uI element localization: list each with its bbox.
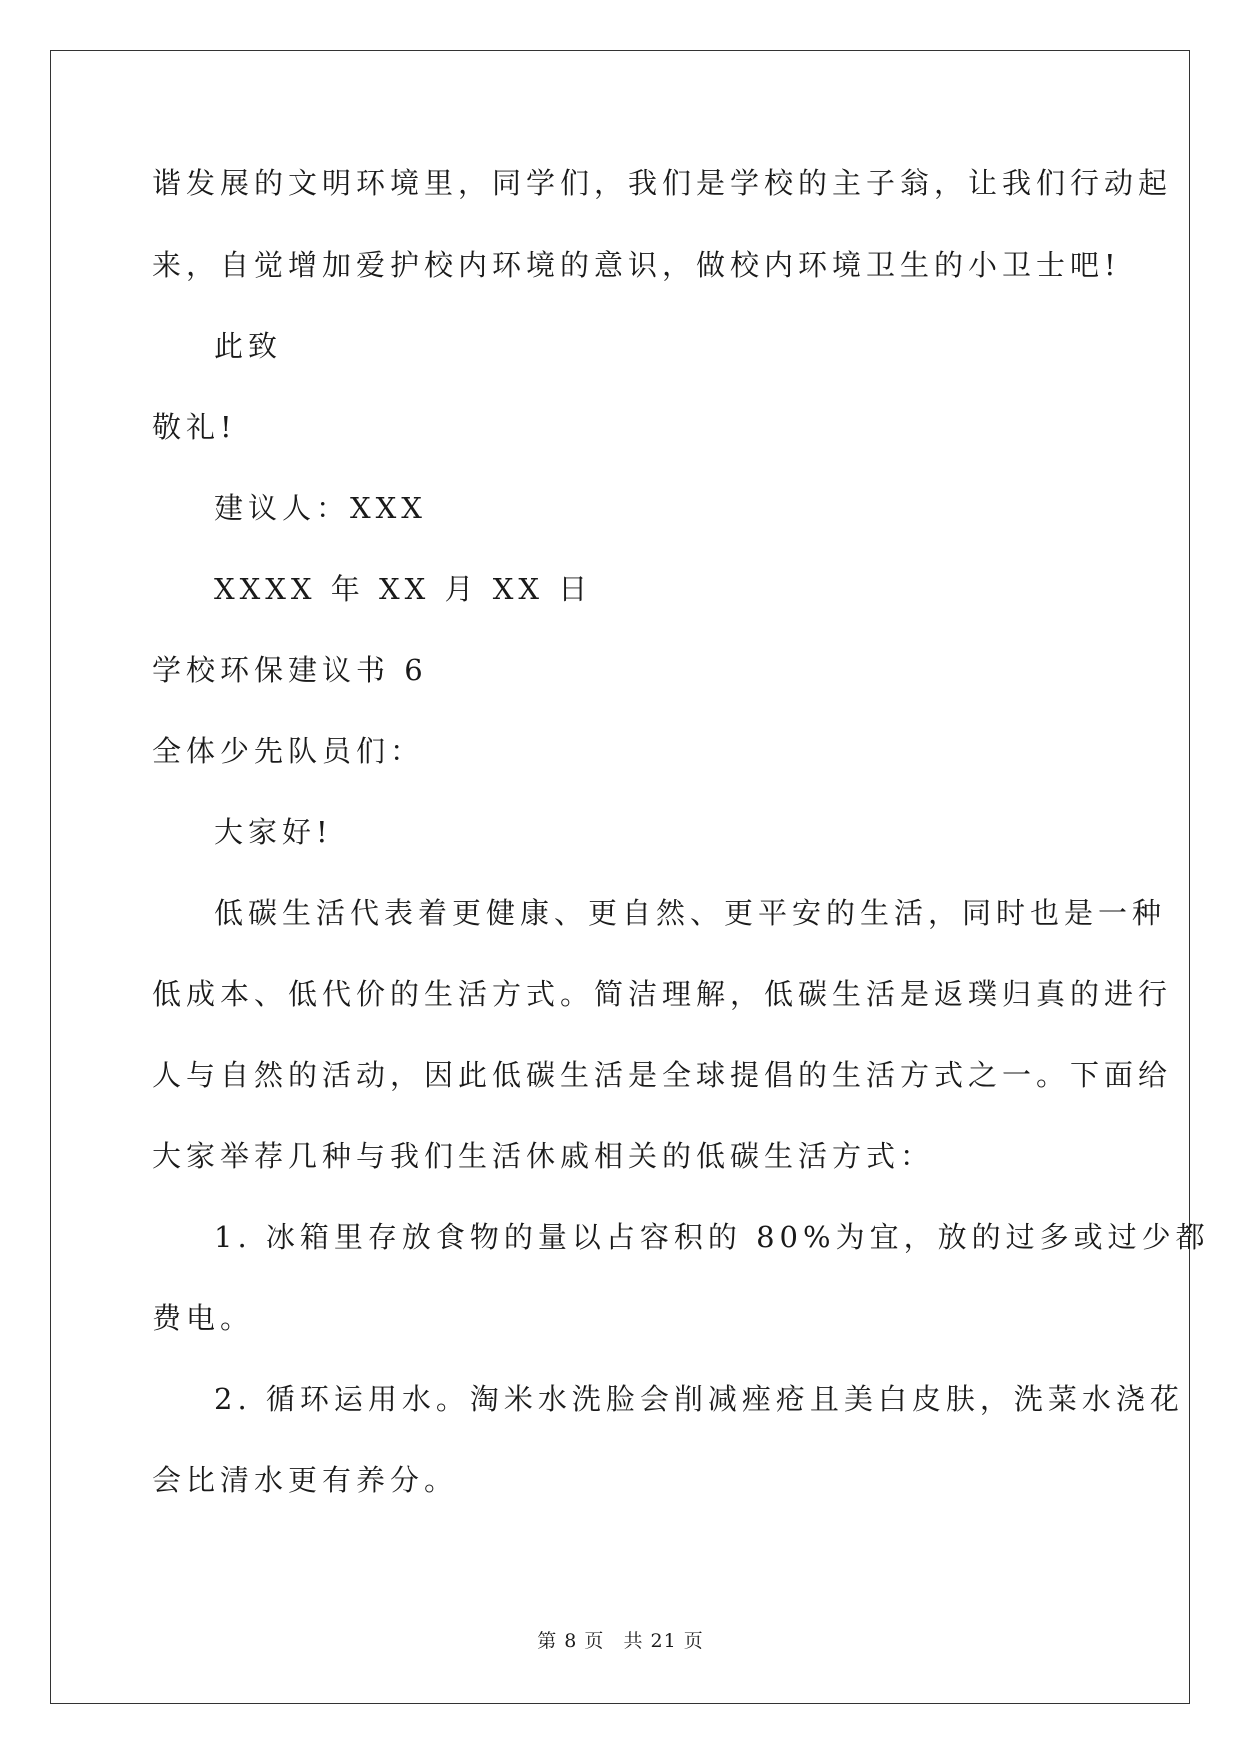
paragraph-line: 低成本、低代价的生活方式。简洁理解，低碳生活是返璞归真的进行 bbox=[152, 977, 1173, 1011]
paragraph-line: 来，自觉增加爱护校内环境的意识，做校内环境卫生的小卫士吧! bbox=[152, 248, 1121, 282]
section-title: 学校环保建议书 6 bbox=[152, 653, 428, 687]
signature-line: 建议人：XXX bbox=[214, 491, 427, 525]
list-item-line: 1. 冰箱里存放食物的量以占容积的 80%为宜，放的过多或过少都 bbox=[214, 1220, 1210, 1254]
salutation-line: 此致 bbox=[214, 329, 283, 363]
page-number: 第 8 页 bbox=[537, 1630, 605, 1652]
greeting-line: 全体少先队员们： bbox=[152, 734, 425, 768]
paragraph-line: 大家举荐几种与我们生活休戚相关的低碳生活方式： bbox=[152, 1139, 935, 1173]
paragraph-line: 低碳生活代表着更健康、更自然、更平安的生活，同时也是一种 bbox=[214, 896, 1167, 930]
greeting-line: 大家好! bbox=[214, 815, 333, 849]
salutation-line: 敬礼! bbox=[152, 410, 237, 444]
list-item-line: 会比清水更有养分。 bbox=[152, 1463, 459, 1497]
paragraph-line: 谐发展的文明环境里，同学们，我们是学校的主子翁，让我们行动起 bbox=[152, 166, 1173, 200]
page-footer bbox=[0, 1626, 1241, 1653]
page-total: 共 21 页 bbox=[623, 1630, 704, 1652]
page-frame bbox=[50, 50, 1190, 1704]
date-line: XXXX 年 XX 月 XX 日 bbox=[214, 572, 593, 606]
list-item-line: 费电。 bbox=[152, 1301, 255, 1335]
list-item-line: 2. 循环运用水。淘米水洗脸会削减痤疮且美白皮肤，洗菜水浇花 bbox=[214, 1382, 1184, 1416]
paragraph-line: 人与自然的活动，因此低碳生活是全球提倡的生活方式之一。下面给 bbox=[152, 1058, 1173, 1092]
